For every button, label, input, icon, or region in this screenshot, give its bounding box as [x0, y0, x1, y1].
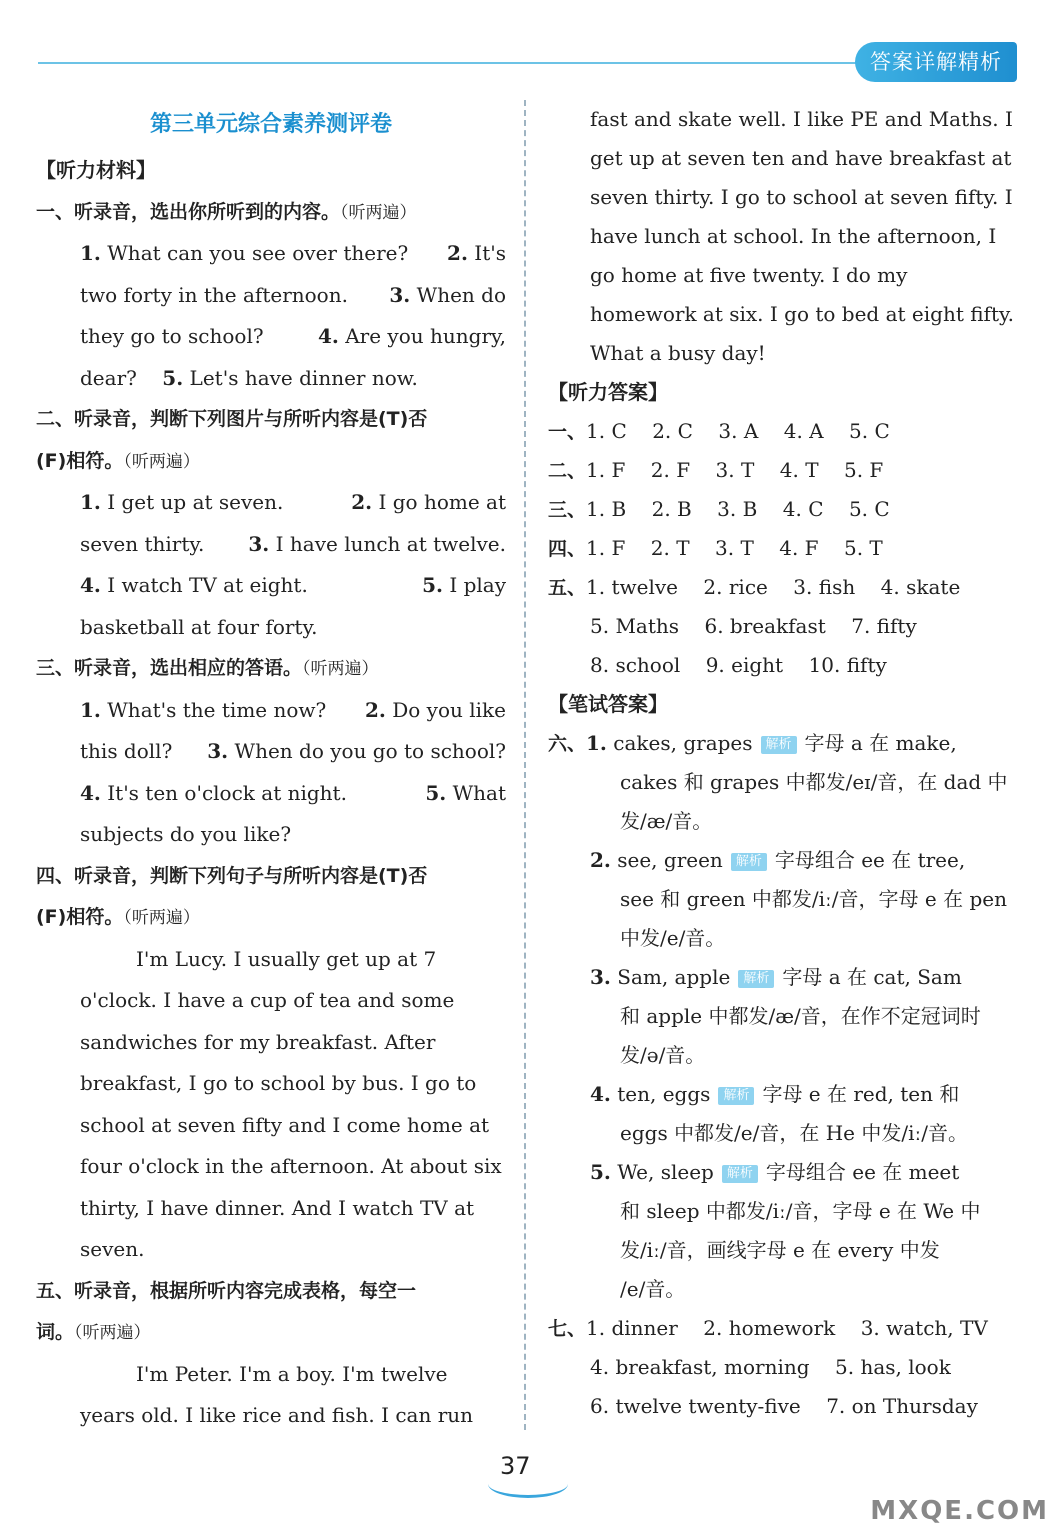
q6-exp-line: 中发/e/音。	[620, 926, 726, 950]
q1-line: dear? 5. Let's have dinner now.	[80, 365, 418, 390]
q1-line: two forty in the afternoon. 3. When do	[80, 282, 506, 307]
listening-answers-heading: 【听力答案】	[548, 380, 668, 404]
page-number-arc	[488, 1470, 568, 1498]
header-rule	[38, 62, 860, 64]
q4-passage-line: I'm Lucy. I usually get up at 7	[136, 946, 437, 971]
passage-line: What a busy day!	[590, 341, 766, 365]
q4-passage-line: sandwiches for my breakfast. After	[80, 1029, 436, 1054]
passage-line: fast and skate well. I like PE and Maths. I	[590, 107, 1013, 131]
answer-row-5-cont: 8. school 9. eight 10. fifty	[590, 653, 887, 677]
listening-material-heading: 【听力材料】	[36, 158, 156, 182]
q2-line: 1. I get up at seven. 2. I go home at	[80, 490, 506, 514]
q6-exp-line: 和 apple 中都发/æ/音，在作不定冠词时	[620, 1004, 981, 1028]
analysis-tag: 解析	[738, 970, 774, 988]
q6-exp-line: 发/iː/音，画线字母 e 在 every 中发	[620, 1238, 940, 1262]
answer-row-5-cont: 5. Maths 6. breakfast 7. fifty	[590, 614, 917, 638]
q6-exp-line: 发/ə/音。	[620, 1043, 706, 1067]
q5-passage-line: years old. I like rice and fish. I can run	[80, 1403, 474, 1427]
q1-line: they go to school? 4. Are you hungry,	[80, 324, 506, 348]
q6-item-5: 5. We, sleep 解析 字母组合 ee 在 meet	[590, 1160, 960, 1184]
column-divider	[524, 100, 526, 1430]
q6-exp-line: 发/æ/音。	[620, 809, 713, 833]
question-4-heading-cont: (F)相符。（听两遍）	[36, 906, 200, 928]
analysis-tag: 解析	[761, 736, 797, 754]
q6-exp-line: cakes 和 grapes 中都发/eɪ/音，在 dad 中	[620, 770, 1008, 794]
q7-line-3: 6. twelve twenty-five 7. on Thursday	[590, 1394, 978, 1418]
answer-row-4: 四、1. F 2. T 3. T 4. F 5. T	[548, 536, 883, 560]
q2-line: seven thirty. 3. I have lunch at twelve.	[80, 531, 506, 556]
q3-line: 4. It's ten o'clock at night. 5. What	[80, 780, 506, 805]
watermark: MXQE.COM	[870, 1496, 1049, 1526]
answer-row-5: 五、1. twelve 2. rice 3. fish 4. skate	[548, 575, 961, 599]
question-2-heading: 二、听录音，判断下列图片与所听内容是(T)否	[36, 408, 428, 430]
analysis-tag: 解析	[718, 1087, 754, 1105]
written-answers-heading: 【笔试答案】	[548, 692, 668, 716]
q3-line: subjects do you like?	[80, 822, 292, 846]
answer-row-2: 二、1. F 2. F 3. T 4. T 5. F	[548, 458, 884, 482]
q5-passage-line: I'm Peter. I'm a boy. I'm twelve	[136, 1361, 448, 1386]
q6-item-3: 3. Sam, apple 解析 字母 a 在 cat, Sam	[590, 965, 962, 989]
page-number: 37	[500, 1452, 531, 1480]
left-column	[36, 100, 506, 1437]
question-3-heading: 三、听录音，选出相应的答语。（听两遍）	[36, 657, 379, 679]
answer-row-1: 一、1. C 2. C 3. A 4. A 5. C	[548, 419, 890, 443]
q4-passage-line: breakfast, I go to school by bus. I go to	[80, 1071, 477, 1095]
q1-line: 1. What can you see over there? 2. It's	[80, 241, 506, 265]
q6-item-4: 4. ten, eggs 解析 字母 e 在 red, ten 和	[590, 1082, 960, 1106]
q4-passage-line: thirty, I have dinner. And I watch TV at	[80, 1195, 475, 1220]
q6-exp-line: /e/音。	[620, 1277, 686, 1301]
passage-line: have lunch at school. In the afternoon, I	[590, 224, 997, 248]
passage-line: seven thirty. I go to school at seven fifty. I	[590, 185, 1013, 209]
analysis-tag: 解析	[722, 1165, 758, 1183]
section-tab: 答案详解精析	[855, 42, 1017, 82]
question-2-heading-cont: (F)相符。（听两遍）	[36, 449, 200, 472]
q2-line: basketball at four forty.	[80, 614, 318, 639]
q7-line-2: 4. breakfast, morning 5. has, look	[590, 1355, 951, 1379]
q3-line: this doll? 3. When do you go to school?	[80, 739, 506, 763]
q4-passage-line: school at seven fifty and I come home at	[80, 1112, 490, 1137]
question-5-heading: 五、听录音，根据所听内容完成表格，每空一	[36, 1279, 417, 1302]
q6-item-1: 六、1. cakes, grapes 解析 字母 a 在 make,	[548, 731, 957, 755]
q4-passage-line: four o'clock in the afternoon. At about six	[80, 1154, 502, 1178]
passage-line: homework at six. I go to bed at eight fifty.	[590, 302, 1014, 326]
q3-line: 1. What's the time now? 2. Do you like	[80, 697, 506, 722]
q6-item-2: 2. see, green 解析 字母组合 ee 在 tree,	[590, 848, 966, 872]
q6-exp-line: see 和 green 中都发/iː/音，字母 e 在 pen	[620, 887, 1007, 911]
page-title: 第三单元综合素养测评卷	[149, 112, 392, 137]
passage-line: get up at seven ten and have breakfast at	[590, 146, 1012, 170]
q2-line: 4. I watch TV at eight. 5. I play	[80, 573, 506, 597]
passage-line: go home at five twenty. I do my	[590, 263, 908, 287]
q6-exp-line: eggs 中都发/e/音，在 He 中发/iː/音。	[620, 1121, 968, 1145]
answer-row-3: 三、1. B 2. B 3. B 4. C 5. C	[548, 497, 890, 521]
q4-passage-line: seven.	[80, 1237, 145, 1261]
question-4-heading: 四、听录音，判断下列句子与所听内容是(T)否	[36, 864, 428, 887]
question-5-heading-cont: 词。（听两遍）	[36, 1321, 151, 1343]
q4-passage-line: o'clock. I have a cup of tea and some	[80, 988, 455, 1012]
question-1-heading: 一、听录音，选出你所听到的内容。（听两遍）	[36, 200, 417, 223]
q7-line-1: 七、1. dinner 2. homework 3. watch, TV	[548, 1316, 988, 1340]
right-column	[548, 100, 1018, 1426]
analysis-tag: 解析	[731, 853, 767, 871]
q6-exp-line: 和 sleep 中都发/iː/音，字母 e 在 We 中	[620, 1199, 981, 1223]
